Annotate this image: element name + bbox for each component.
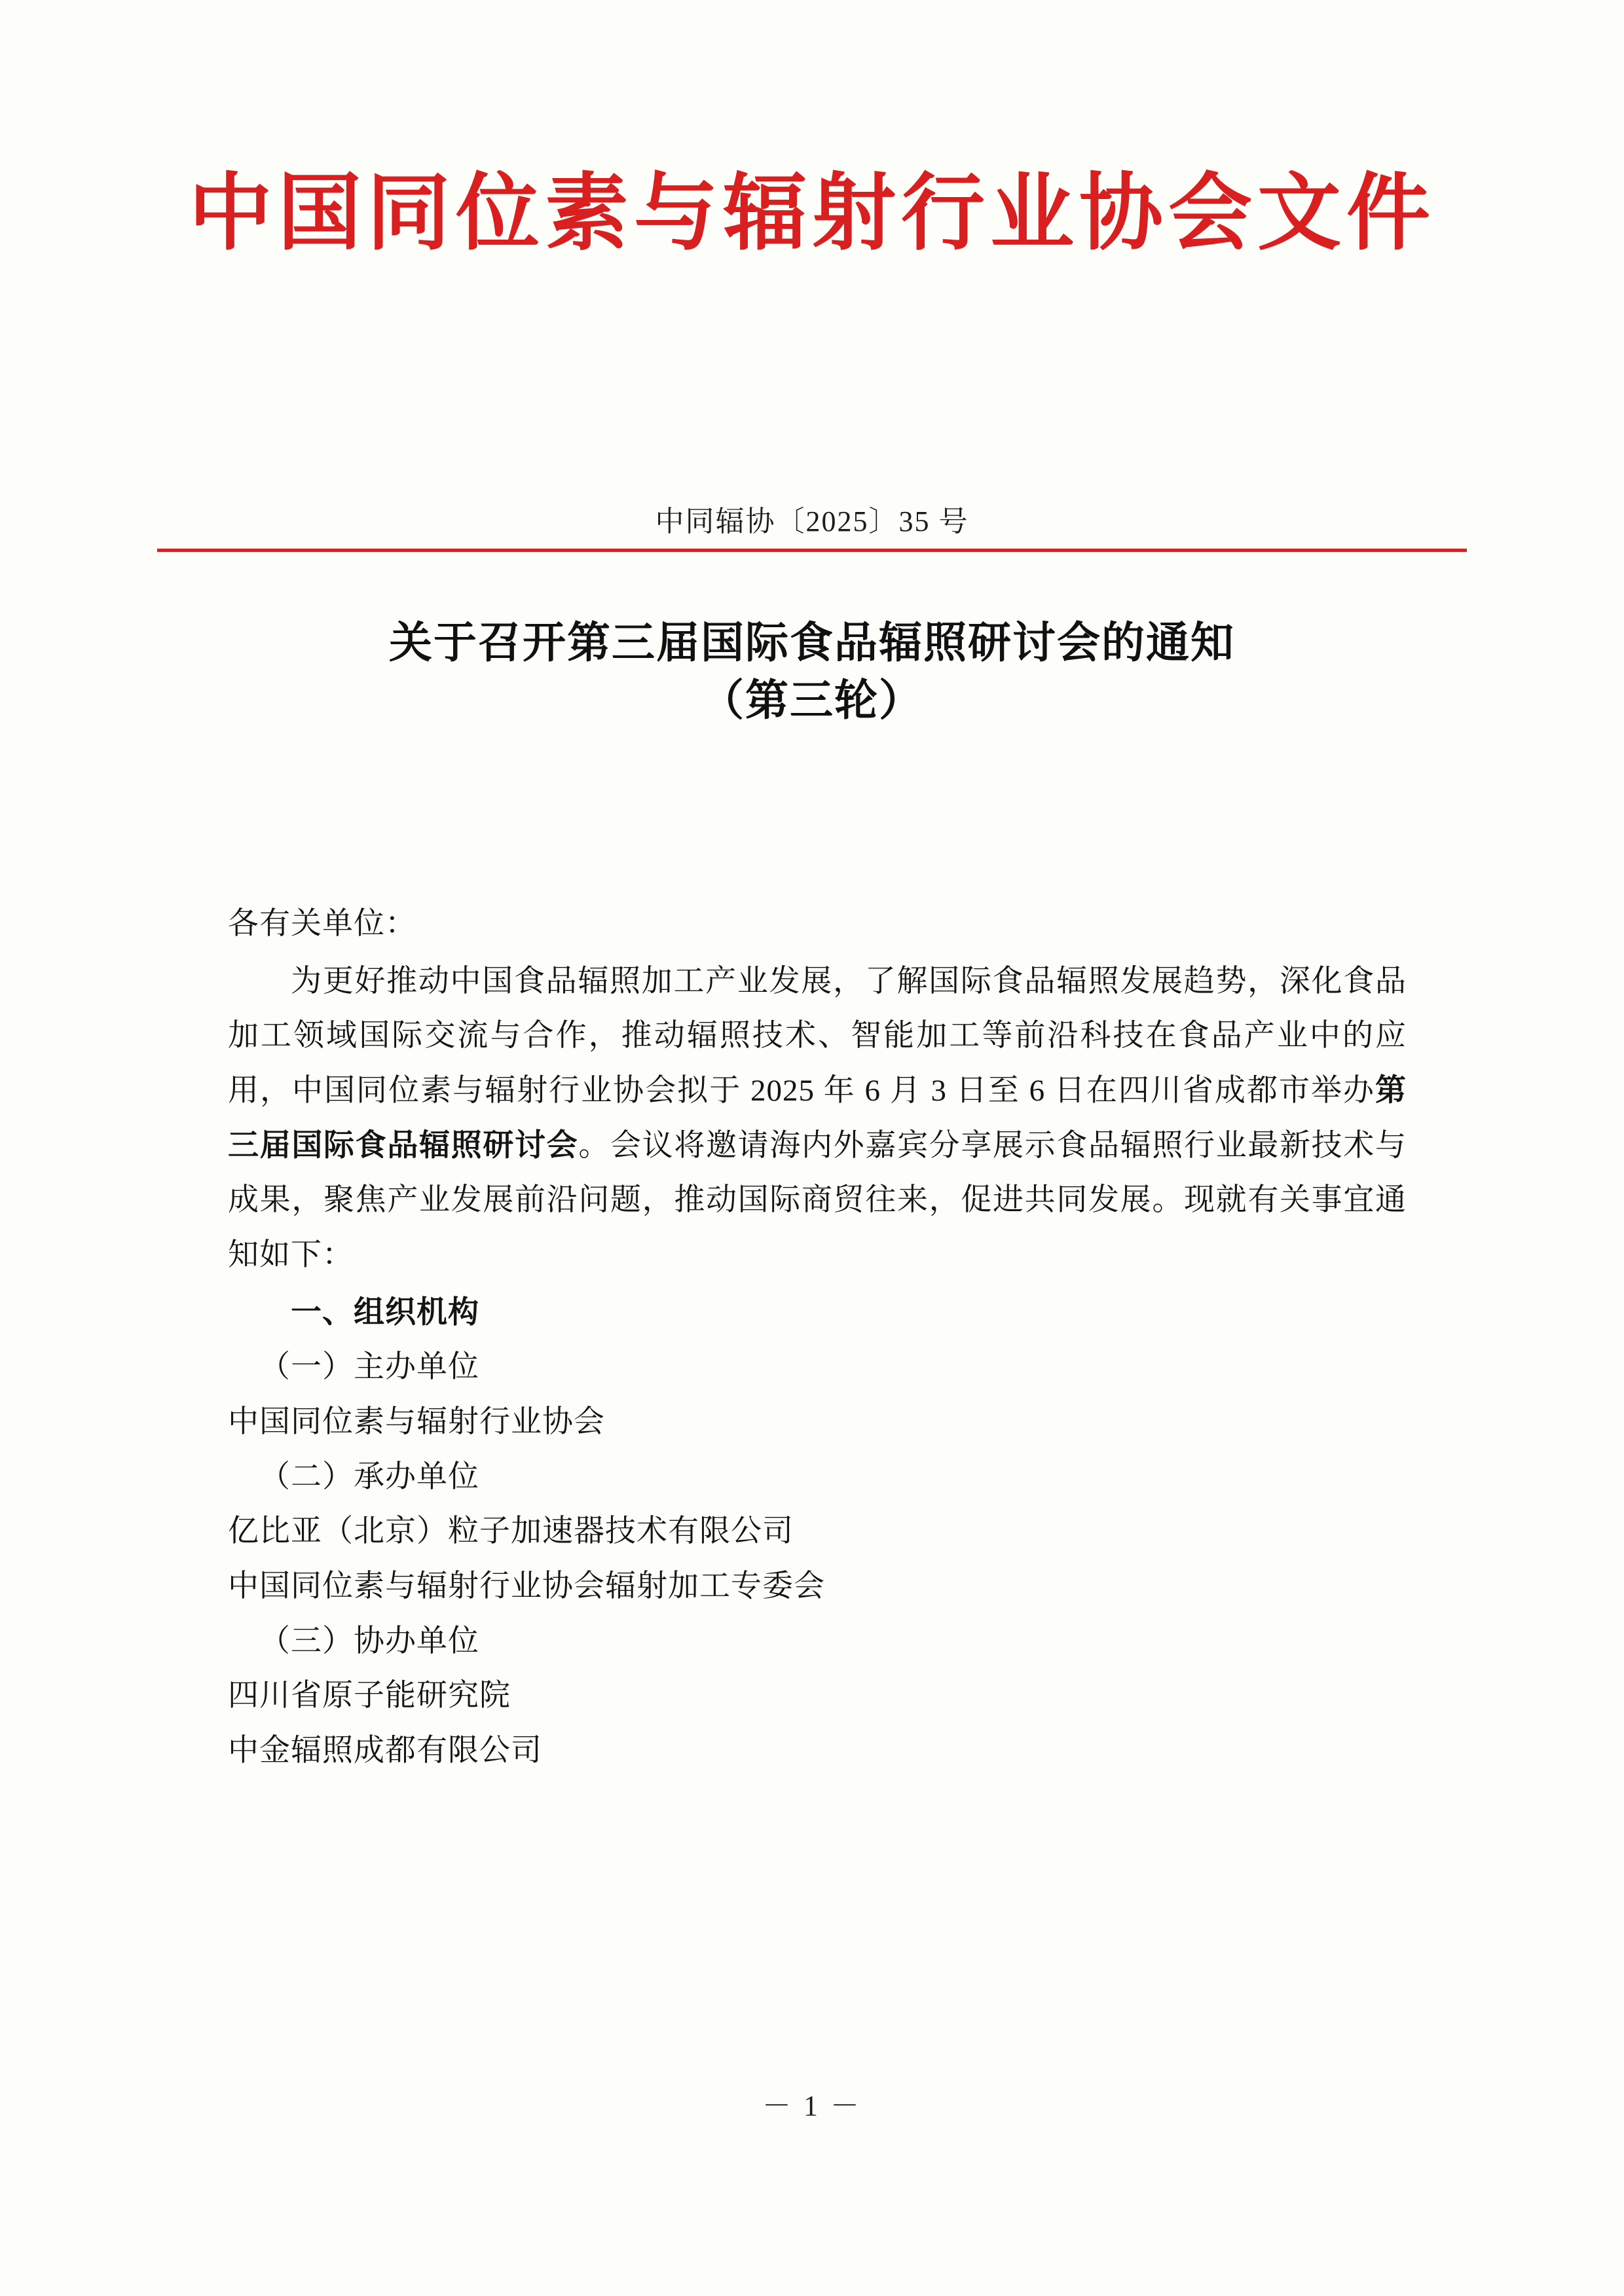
list-item: 中国同位素与辐射行业协会 bbox=[228, 1404, 605, 1439]
list-item: 四川省原子能研究院 bbox=[228, 1679, 511, 1713]
document-number: 中同辐协〔2025〕35 号 bbox=[655, 505, 969, 538]
list-item: 中金辐照成都有限公司 bbox=[228, 1733, 542, 1768]
page-subtitle: （第三轮） bbox=[701, 676, 923, 725]
section-heading-organization: 一、组织机构 bbox=[291, 1295, 479, 1330]
intro-text-part-1: 为更好推动中国食品辐照加工产业发展，了解国际食品辐照发展趋势，深化食品加工领域国际交流与合作，推动辐照技术、智能加工等前沿科技在食品产业中的应用，中国同位素与辐射行业协会拟于 2025 年 6 月 3 日至 6 日在四川省成都市举办 bbox=[228, 964, 1407, 1108]
document-masthead: 中国同位素与辐射行业协会文件 bbox=[188, 167, 1435, 260]
intro-paragraph bbox=[228, 955, 1407, 1283]
intro-text-part-2: 。会议将邀请海内外嘉宾分享展示食品辐照行业最新技术与成果，聚焦产业发展前沿问题，推动国际商贸往来，促进共同发展。现就有关事宜通知如下： bbox=[228, 1128, 1407, 1272]
subsection-organizer-label: （二）承办单位 bbox=[259, 1459, 479, 1494]
title-block bbox=[157, 615, 1467, 730]
red-divider-rule bbox=[157, 549, 1467, 552]
page-content bbox=[157, 0, 1467, 2296]
list-item: 亿比亚（北京）粒子加速器技术有限公司 bbox=[228, 1514, 794, 1549]
page-title: 关于召开第三届国际食品辐照研讨会的通知 bbox=[389, 619, 1235, 667]
footer-page-number: － 1 － bbox=[762, 2090, 862, 2122]
subsection-cohost-label: （三）协办单位 bbox=[259, 1624, 479, 1658]
salutation: 各有关单位： bbox=[228, 907, 416, 941]
subsection-host-label: （一）主办单位 bbox=[259, 1350, 479, 1385]
list-item: 中国同位素与辐射行业协会辐射加工专委会 bbox=[228, 1569, 825, 1603]
intro-text-emphasis: 第三届国际食品辐照研讨会 bbox=[228, 1073, 1407, 1163]
document-body bbox=[228, 897, 1407, 1779]
